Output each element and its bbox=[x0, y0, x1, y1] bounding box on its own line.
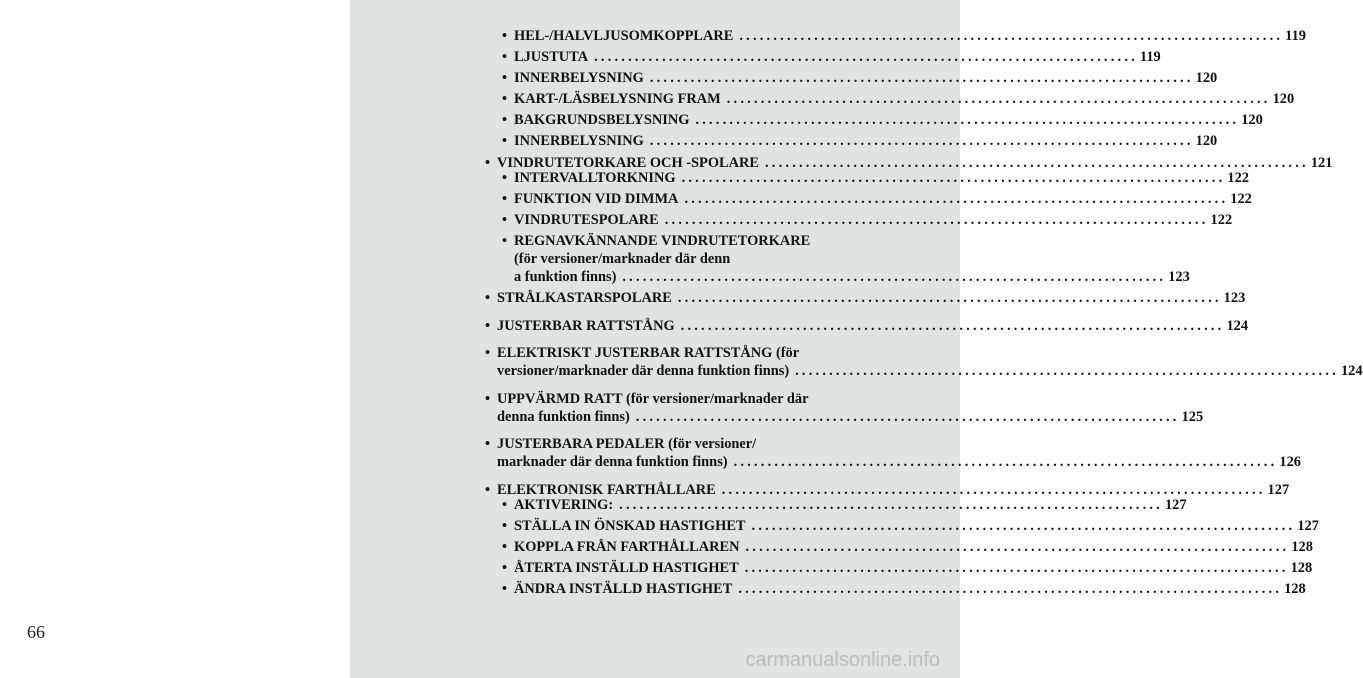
leader-dots: ................................................................................ bbox=[635, 408, 1180, 425]
bullet-icon: • bbox=[502, 112, 508, 128]
bullet-icon: • bbox=[485, 345, 491, 361]
toc-panel bbox=[350, 0, 1363, 678]
table-of-contents bbox=[350, 0, 1363, 678]
bullet-icon: • bbox=[485, 290, 491, 306]
bullet-icon: • bbox=[502, 70, 508, 86]
left-margin bbox=[0, 0, 350, 678]
leader-dots: ................................................................................ bbox=[733, 454, 1278, 470]
toc-entry[interactable] bbox=[485, 317, 1249, 335]
toc-entry-title: HEL-/HALVLJUSOMKOPPLARE bbox=[514, 28, 734, 44]
toc-entry[interactable] bbox=[502, 169, 1249, 187]
toc-entry-page: 119 bbox=[1139, 49, 1161, 65]
toc-entry-page: 119 bbox=[1285, 28, 1306, 44]
toc-entry-page: 121 bbox=[1310, 154, 1333, 171]
toc-entry-line: UPPVÄRMD RATT (för versioner/marknader där bbox=[497, 390, 809, 407]
toc-entry-title: BAKGRUNDSBELYSNING bbox=[514, 112, 690, 128]
toc-entry[interactable] bbox=[502, 211, 1233, 229]
toc-entry[interactable] bbox=[502, 111, 1263, 129]
toc-entry-title: versioner/marknader där denna funktion finns) bbox=[497, 363, 790, 379]
leader-dots: ................................................................................ bbox=[677, 290, 1222, 306]
toc-entry-title: VINDRUTESPOLARE bbox=[514, 211, 659, 228]
toc-entry-title: STÄLLA IN ÖNSKAD HASTIGHET bbox=[514, 517, 746, 534]
bullet-icon: • bbox=[485, 436, 491, 452]
bullet-icon: • bbox=[502, 559, 508, 576]
toc-entry-page: 120 bbox=[1195, 133, 1218, 149]
leader-dots: ................................................................................ bbox=[739, 28, 1284, 44]
leader-dots: ................................................................................ bbox=[745, 538, 1290, 555]
toc-entry-title: INNERBELYSNING bbox=[514, 70, 644, 86]
toc-entry-page: 127 bbox=[1267, 481, 1290, 498]
toc-entry-title: marknader där denna funktion finns) bbox=[497, 454, 728, 470]
toc-entry-page: 126 bbox=[1279, 454, 1301, 470]
toc-entry-page: 122 bbox=[1227, 169, 1249, 186]
toc-entry-page: 123 bbox=[1168, 268, 1190, 285]
leader-dots: ................................................................................ bbox=[726, 91, 1271, 107]
toc-entry-page: 128 bbox=[1284, 580, 1306, 597]
toc-entry-page: 127 bbox=[1164, 496, 1187, 513]
toc-entry-page: 122 bbox=[1230, 190, 1252, 207]
bullet-icon: • bbox=[502, 28, 508, 44]
toc-entry-title: KOPPLA FRÅN FARTHÅLLAREN bbox=[514, 538, 740, 555]
bullet-icon: • bbox=[502, 517, 508, 534]
toc-entry-title: ÅTERTA INSTÄLLD HASTIGHET bbox=[514, 559, 739, 576]
leader-dots: ................................................................................ bbox=[744, 559, 1289, 576]
leader-dots: ................................................................................ bbox=[738, 580, 1283, 597]
bullet-icon: • bbox=[502, 580, 508, 597]
leader-dots: ................................................................................ bbox=[751, 517, 1296, 534]
toc-entry-page: 122 bbox=[1210, 211, 1233, 228]
toc-entry[interactable] bbox=[502, 559, 1313, 577]
toc-entry[interactable] bbox=[502, 48, 1161, 66]
toc-entry-page: 125 bbox=[1181, 408, 1204, 425]
leader-dots: ................................................................................ bbox=[649, 133, 1194, 149]
toc-entry[interactable] bbox=[502, 517, 1319, 535]
bullet-icon: • bbox=[502, 49, 508, 65]
toc-entry[interactable] bbox=[485, 435, 1301, 471]
leader-dots: ................................................................................ bbox=[765, 154, 1309, 171]
toc-entry-page: 120 bbox=[1195, 70, 1218, 86]
bullet-icon: • bbox=[485, 390, 491, 407]
toc-entry-title: KART-/LÄSBELYSNING FRAM bbox=[514, 91, 721, 107]
bullet-icon: • bbox=[485, 154, 491, 171]
toc-entry[interactable] bbox=[502, 132, 1218, 150]
toc-entry-line: JUSTERBARA PEDALER (för versioner/ bbox=[497, 436, 757, 452]
toc-entry[interactable] bbox=[502, 538, 1313, 556]
toc-entry-title: STRÅLKASTARSPOLARE bbox=[497, 290, 672, 306]
bullet-icon: • bbox=[502, 190, 508, 207]
toc-entry[interactable] bbox=[485, 390, 1204, 426]
leader-dots: ................................................................................ bbox=[681, 169, 1226, 186]
toc-entry[interactable] bbox=[502, 69, 1218, 87]
toc-entry[interactable] bbox=[502, 27, 1306, 45]
leader-dots: ................................................................................ bbox=[684, 190, 1229, 207]
toc-entry[interactable] bbox=[502, 90, 1295, 108]
toc-entry-page: 124 bbox=[1340, 363, 1363, 379]
toc-entry-page: 120 bbox=[1272, 91, 1295, 107]
bullet-icon: • bbox=[502, 169, 508, 186]
watermark: carmanualsonline.info bbox=[745, 649, 940, 671]
page-number: 66 bbox=[27, 622, 45, 642]
toc-entry-title: INNERBELYSNING bbox=[514, 133, 644, 149]
toc-entry[interactable] bbox=[502, 580, 1306, 598]
toc-entry-page: 124 bbox=[1226, 317, 1249, 334]
toc-entry-title: ÄNDRA INSTÄLLD HASTIGHET bbox=[514, 580, 733, 597]
bullet-icon: • bbox=[502, 211, 508, 228]
toc-entry-title: JUSTERBAR RATTSTÅNG bbox=[497, 317, 675, 334]
toc-entry-title: ELEKTRONISK FARTHÅLLARE bbox=[497, 481, 716, 498]
toc-entry-title: FUNKTION VID DIMMA bbox=[514, 190, 679, 207]
bullet-icon: • bbox=[502, 496, 508, 513]
toc-entry-page: 128 bbox=[1291, 538, 1313, 555]
toc-entry[interactable] bbox=[502, 232, 1190, 286]
bullet-icon: • bbox=[502, 538, 508, 555]
toc-entry-page: 123 bbox=[1223, 290, 1246, 306]
leader-dots: ................................................................................ bbox=[795, 363, 1339, 379]
leader-dots: ................................................................................ bbox=[622, 268, 1167, 285]
leader-dots: ................................................................................ bbox=[594, 49, 1138, 65]
toc-entry[interactable] bbox=[502, 496, 1187, 514]
bullet-icon: • bbox=[485, 481, 491, 498]
toc-entry-title: INTERVALLTORKNING bbox=[514, 169, 676, 186]
toc-entry-line: (för versioner/marknader där denn bbox=[514, 250, 731, 267]
toc-entry-page: 120 bbox=[1241, 112, 1263, 128]
toc-entry-title: LJUSTUTA bbox=[514, 49, 589, 65]
bullet-icon: • bbox=[502, 232, 508, 249]
leader-dots: ................................................................................ bbox=[619, 496, 1163, 513]
toc-entry-page: 128 bbox=[1290, 559, 1313, 576]
leader-dots: ................................................................................ bbox=[680, 317, 1225, 334]
toc-entry-title: a funktion finns) bbox=[514, 268, 617, 285]
leader-dots: ................................................................................ bbox=[664, 211, 1209, 228]
bullet-icon: • bbox=[502, 133, 508, 149]
toc-entry-title: AKTIVERING: bbox=[514, 496, 614, 513]
toc-entry[interactable] bbox=[485, 289, 1246, 307]
bullet-icon: • bbox=[485, 317, 491, 334]
leader-dots: ................................................................................ bbox=[649, 70, 1194, 86]
toc-entry-page: 127 bbox=[1297, 517, 1319, 534]
toc-entry-line: ELEKTRISKT JUSTERBAR RATTSTÅNG (för bbox=[497, 345, 800, 361]
toc-entry-line: REGNAVKÄNNANDE VINDRUTETORKARE bbox=[514, 232, 811, 249]
leader-dots: ................................................................................ bbox=[721, 481, 1266, 498]
toc-entry[interactable] bbox=[502, 190, 1252, 208]
bullet-icon: • bbox=[502, 91, 508, 107]
toc-entry[interactable] bbox=[485, 344, 1363, 380]
toc-entry-title: denna funktion finns) bbox=[497, 408, 630, 425]
toc-entry-title: VINDRUTETORKARE OCH -SPOLARE bbox=[497, 154, 759, 171]
leader-dots: ................................................................................ bbox=[695, 112, 1240, 128]
